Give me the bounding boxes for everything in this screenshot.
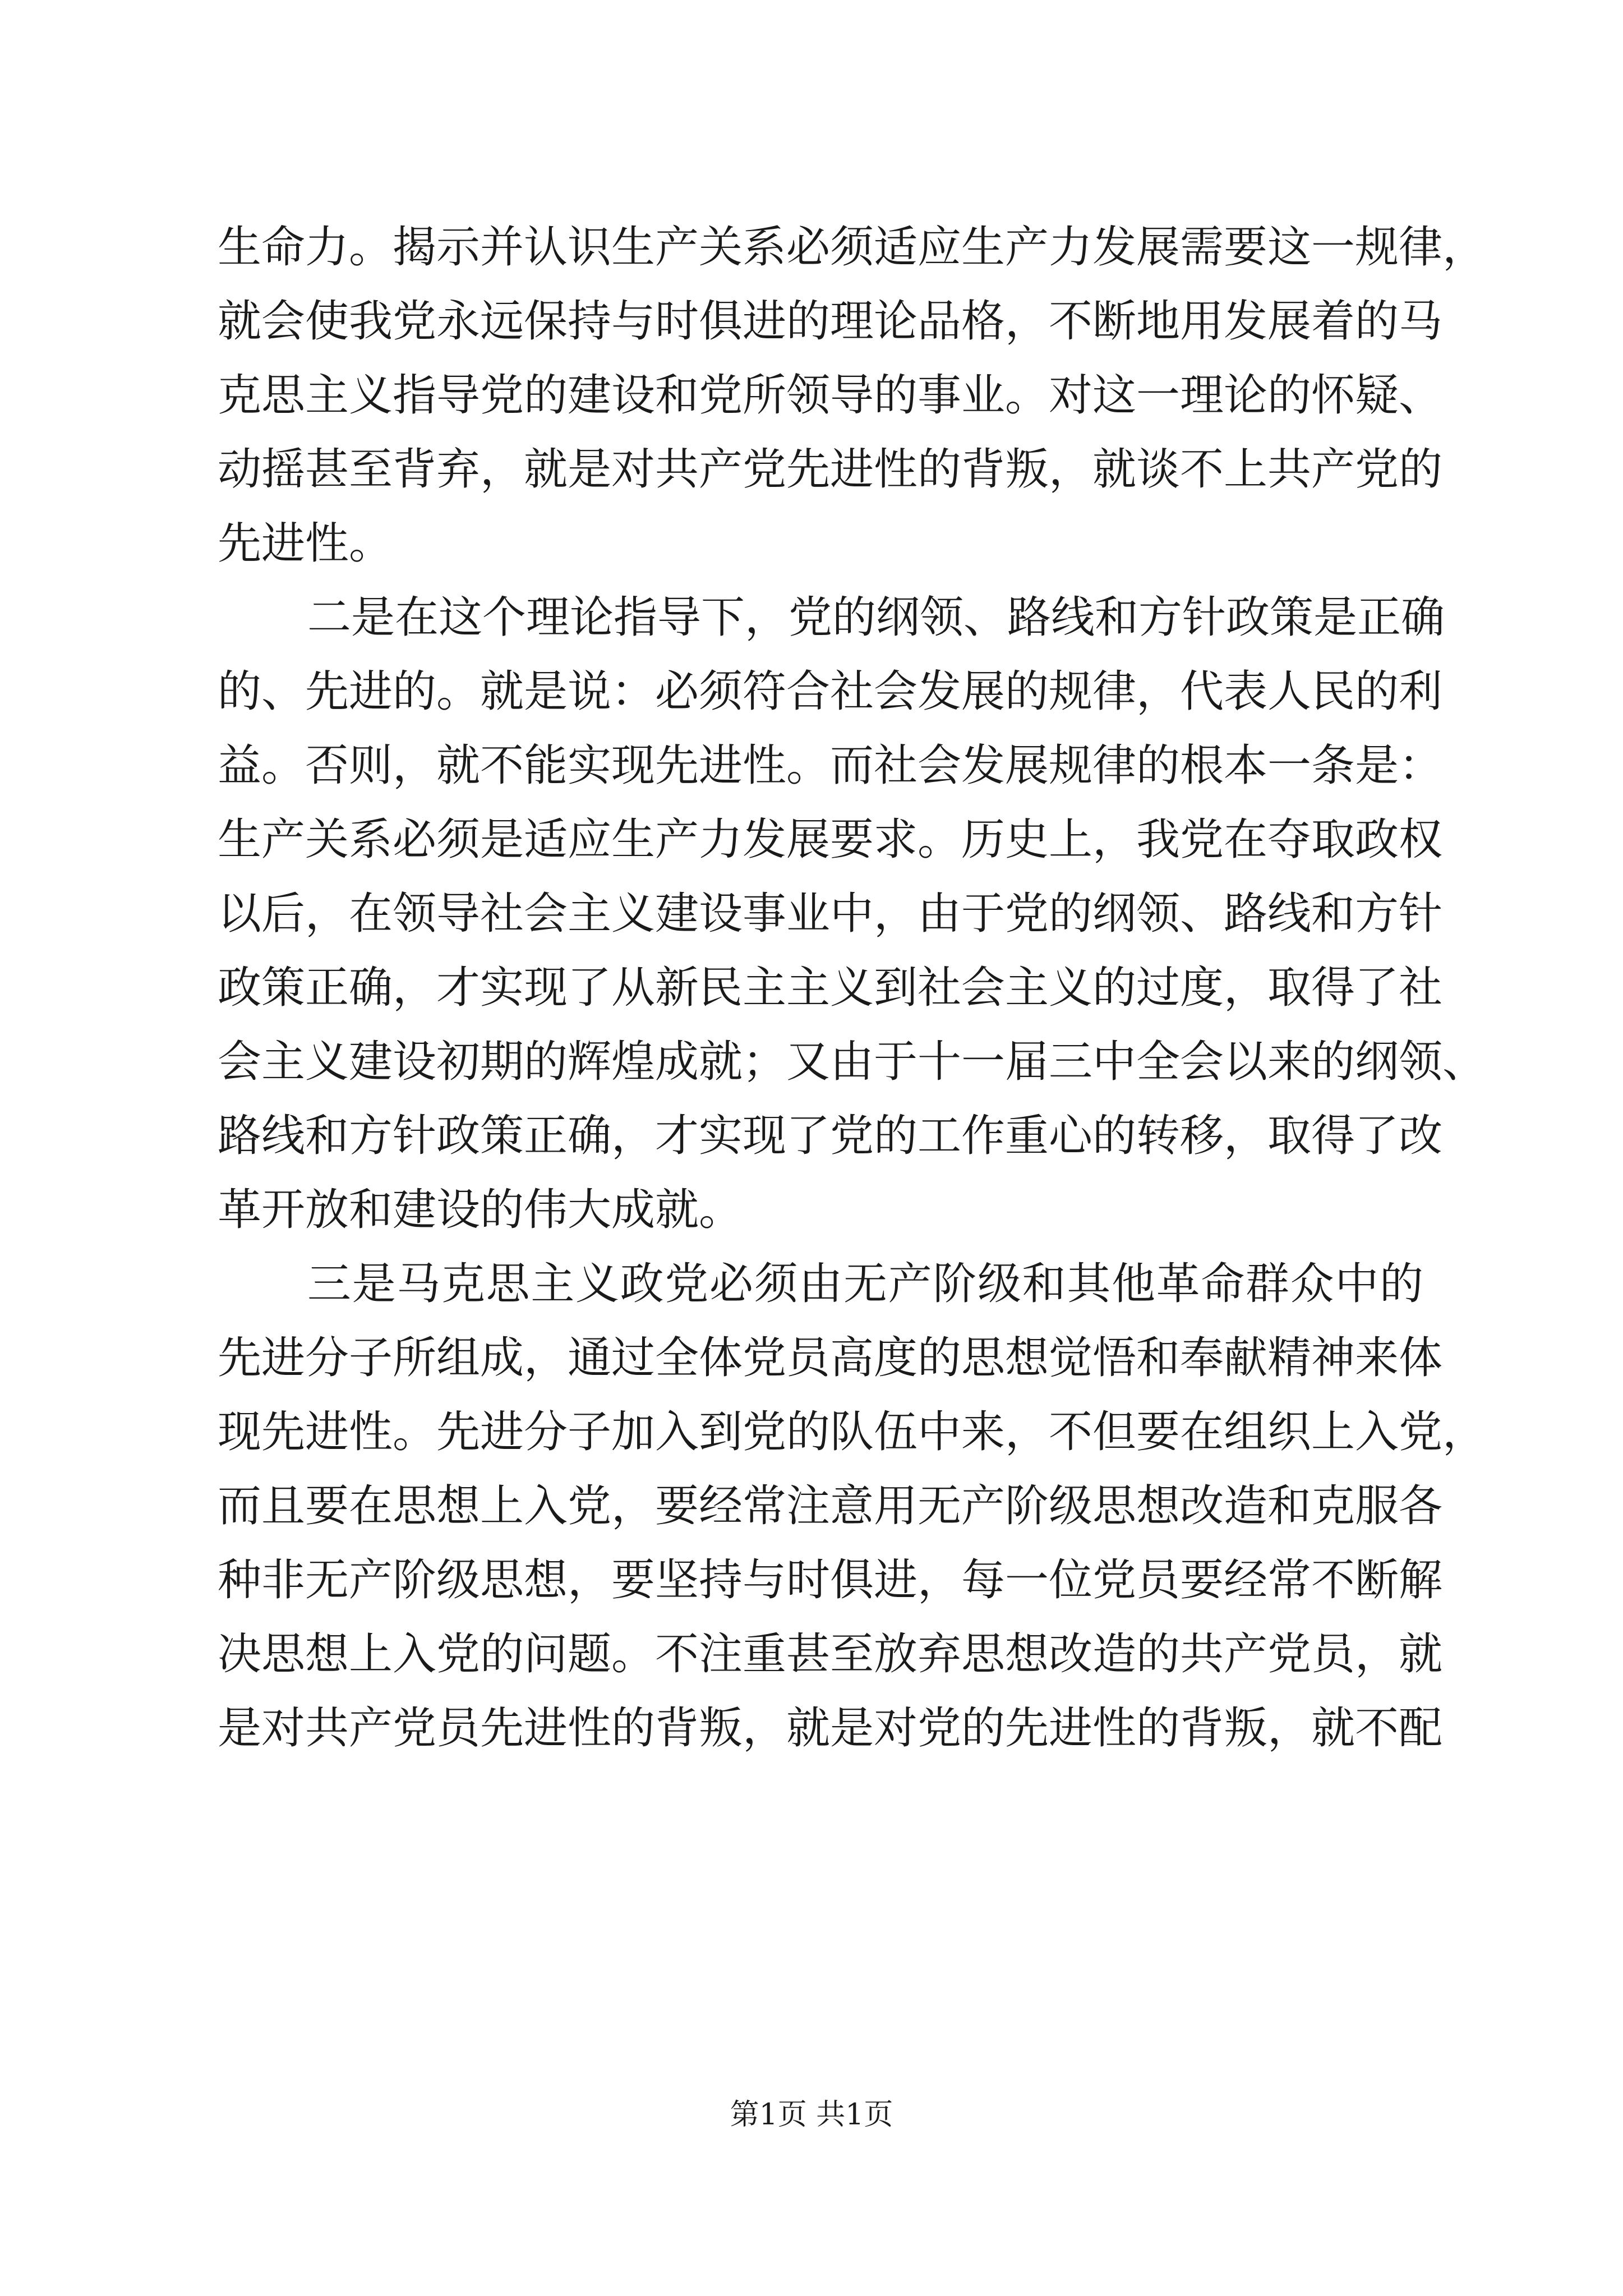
text-line: 种非无产阶级思想，要坚持与时俱进，每一位党员要经常不断解: [218, 1555, 1443, 1605]
paragraph-start-line: 二是在这个理论指导下，党的纲领、路线和方针政策是正确: [307, 592, 1445, 643]
text-line: 是对共产党员先进性的背叛，就是对党的先进性的背叛，就不配: [218, 1703, 1443, 1754]
text-line: 以后，在领导社会主义建设事业中，由于党的纲领、路线和方针: [218, 889, 1443, 939]
text-line: 克思主义指导党的建设和党所领导的事业。对这一理论的怀疑、: [218, 370, 1443, 421]
text-line: 先进分子所组成，通过全体党员高度的思想觉悟和奉献精神来体: [218, 1333, 1443, 1383]
text-line: 益。否则，就不能实现先进性。而社会发展规律的根本一条是：: [218, 740, 1443, 791]
paragraph-start-line: 三是马克思主义政党必须由无产阶级和其他革命群众中的: [307, 1259, 1423, 1309]
text-line: 路线和方针政策正确，才实现了党的工作重心的转移，取得了改: [218, 1111, 1443, 1161]
text-line: 会主义建设初期的辉煌成就；又由于十一届三中全会以来的纲领、: [218, 1037, 1487, 1087]
text-line: 而且要在思想上入党，要经常注意用无产阶级思想改造和克服各: [218, 1481, 1443, 1531]
document-body: [218, 210, 1487, 1765]
text-line: 革开放和建设的伟大成就。: [218, 1185, 743, 1235]
text-line: 就会使我党永远保持与时俱进的理论品格，不断地用发展着的马: [218, 296, 1443, 347]
text-line: 现先进性。先进分子加入到党的队伍中来，不但要在组织上入党，: [218, 1407, 1487, 1457]
text-line: 先进性。: [218, 518, 393, 569]
text-line: 生命力。揭示并认识生产关系必须适应生产力发展需要这一规律，: [218, 222, 1487, 273]
text-line: 的、先进的。就是说：必须符合社会发展的规律，代表人民的利: [218, 666, 1443, 717]
page-footer: 第1页 共1页: [730, 2098, 893, 2132]
text-line: 动摇甚至背弃，就是对共产党先进性的背叛，就谈不上共产党的: [218, 444, 1443, 495]
text-line: 生产关系必须是适应生产力发展要求。历史上，我党在夺取政权: [218, 815, 1443, 865]
text-line: 决思想上入党的问题。不注重甚至放弃思想改造的共产党员，就: [218, 1629, 1443, 1680]
text-line: 政策正确，才实现了从新民主主义到社会主义的过度，取得了社: [218, 963, 1443, 1013]
